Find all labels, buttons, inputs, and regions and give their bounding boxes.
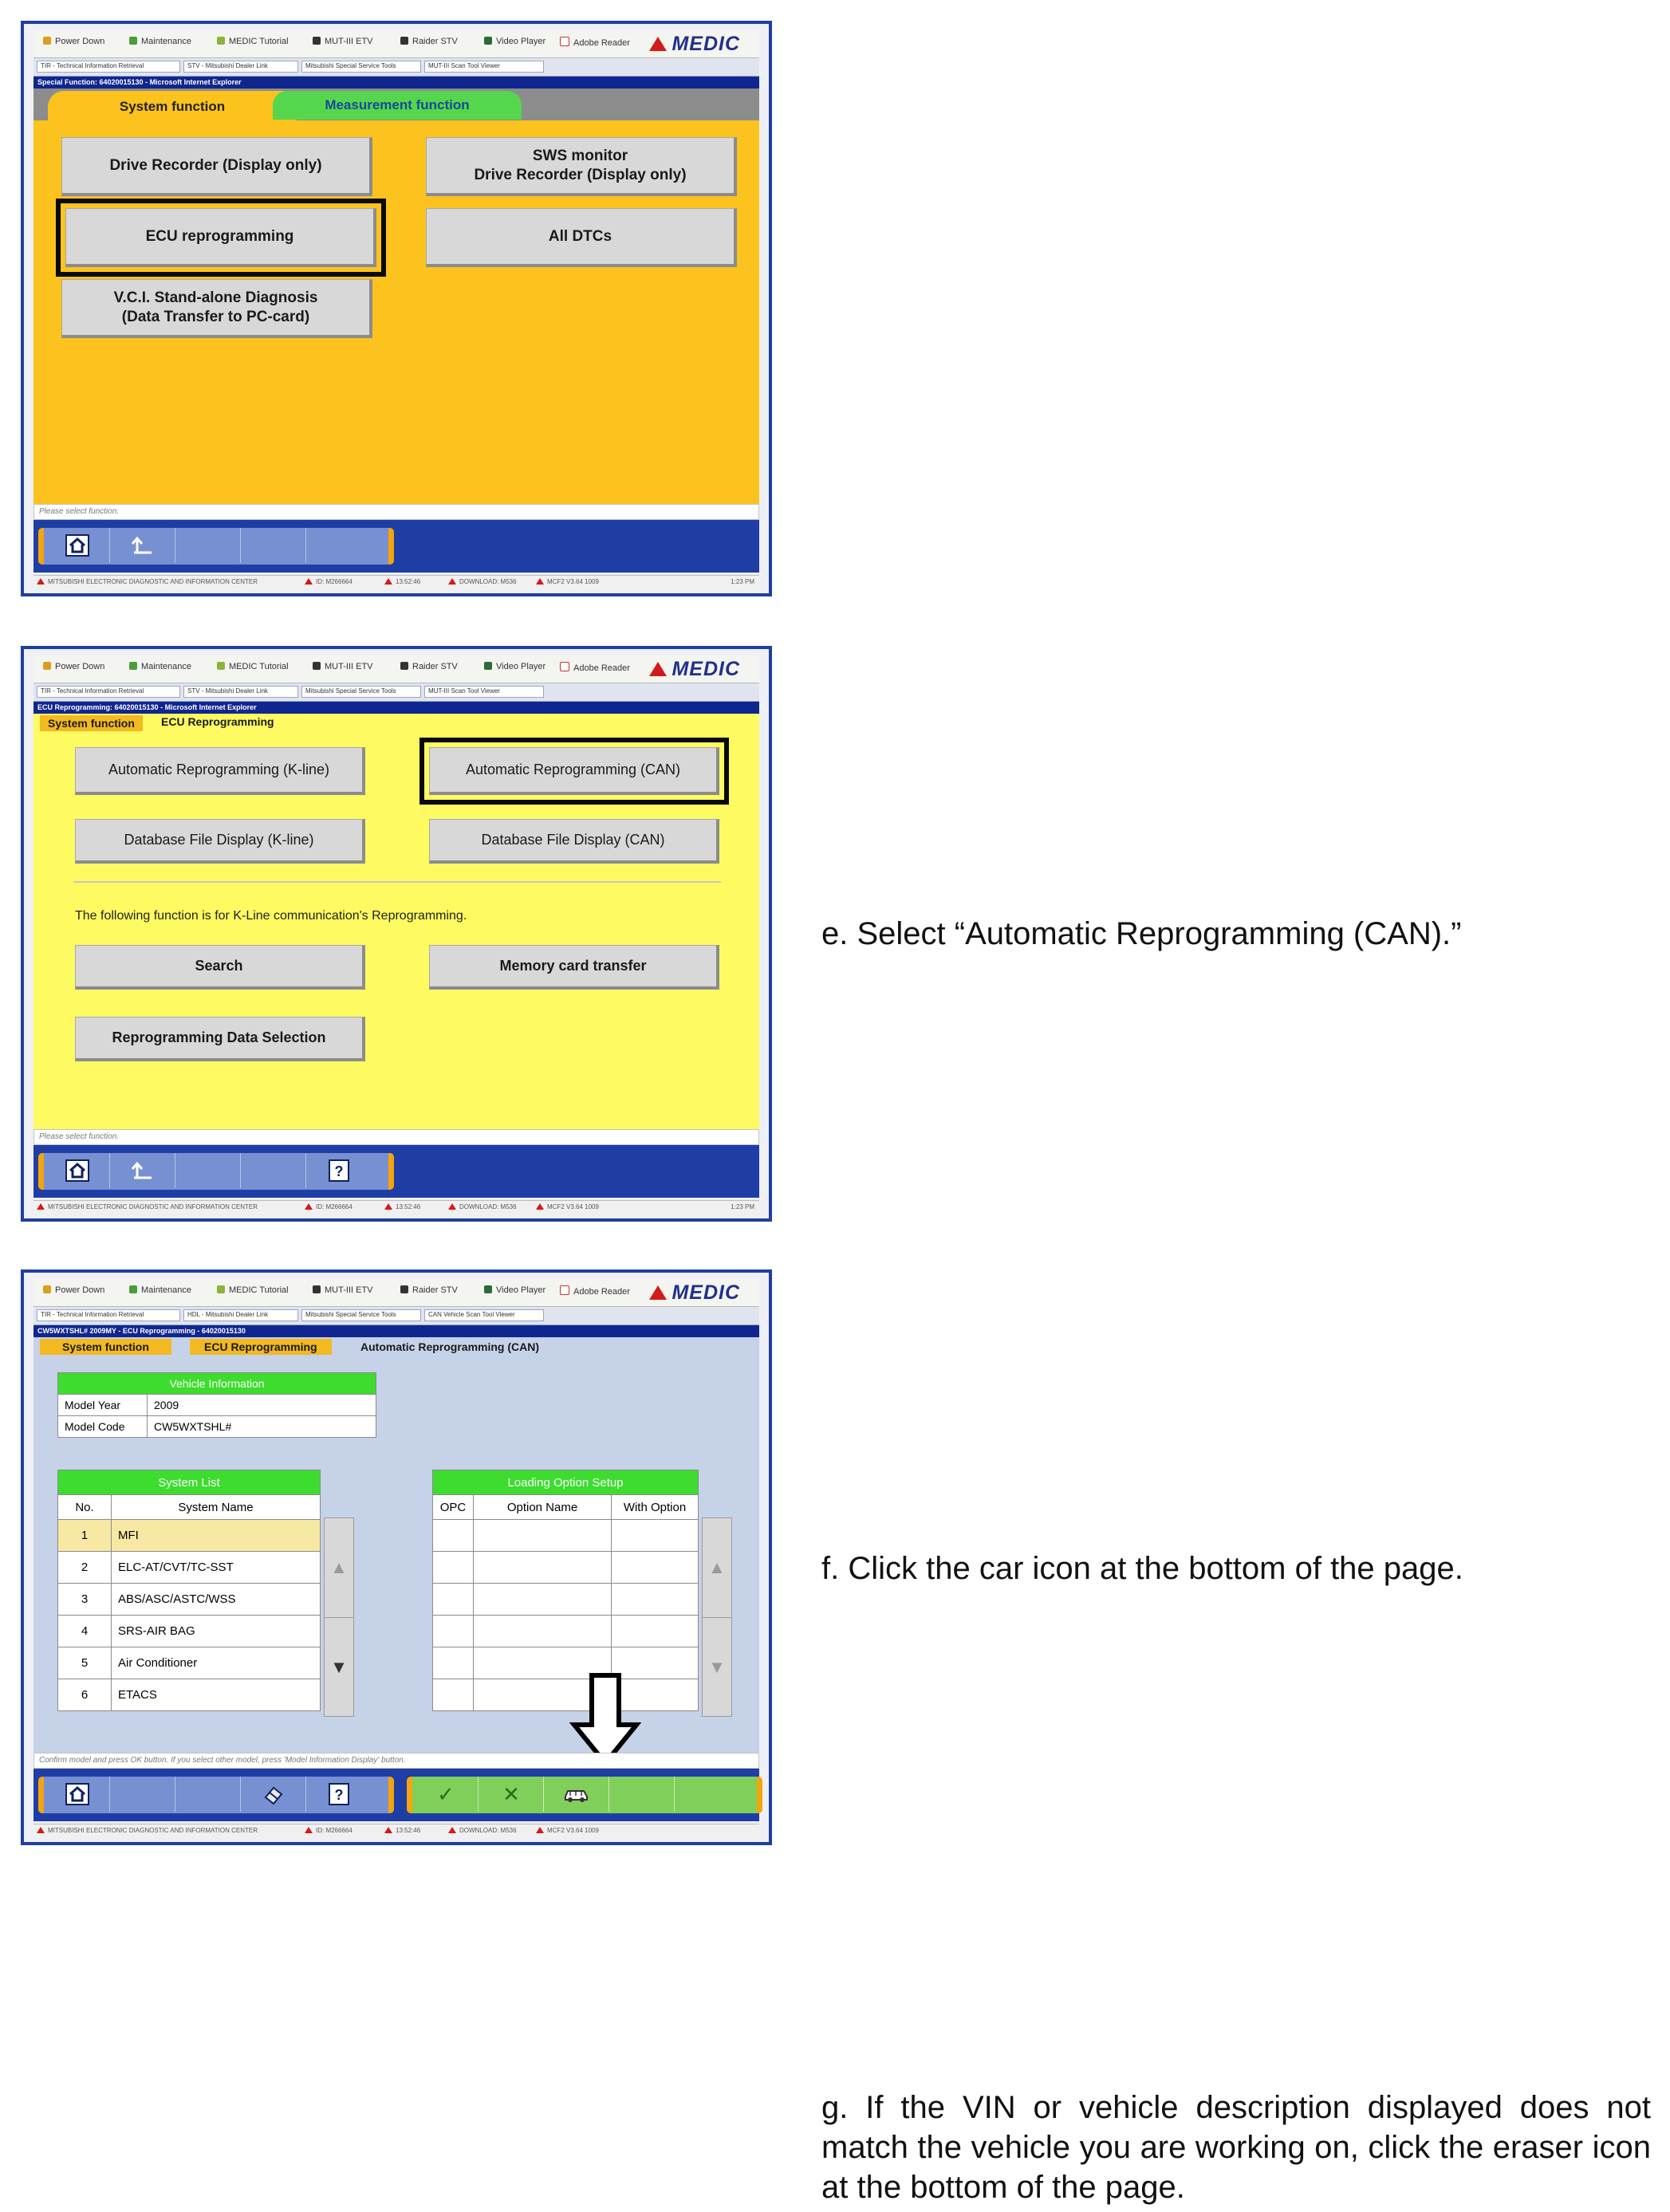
scroll-up-icon[interactable]: ▲ [325,1518,353,1618]
taskbar-entry[interactable] [37,1827,258,1834]
home-icon [65,1159,89,1182]
taskbar-label: MCF2 V3.64 1009 [547,1203,599,1210]
empty-nav-button[interactable] [111,1777,175,1812]
brand: MEDIC [672,33,740,55]
cross-icon: ✕ [502,1781,520,1806]
toolbar-label: Adobe Reader [573,38,630,48]
table-row[interactable] [58,1584,321,1616]
taskbar-entry[interactable] [305,1203,353,1210]
raider-stv-button[interactable] [400,1285,458,1295]
medic-logo [649,33,740,56]
browser-tabs [33,58,759,77]
mitsubishi-logo-icon [649,662,667,676]
taskbar-label: MITSUBISHI ELECTRONIC DIAGNOSTIC AND INFORMATION CENTER [48,1827,258,1834]
column-header: OPC [433,1495,474,1520]
table-row[interactable] [58,1552,321,1584]
row-no: 6 [58,1679,112,1711]
taskbar [33,1824,759,1839]
medic-tutorial-button[interactable] [217,1285,289,1295]
sws-monitor-button[interactable]: SWS monitor Drive Recorder (Display only) [426,137,737,196]
taskbar-entry[interactable] [305,1827,353,1834]
taskbar-label: MITSUBISHI ELECTRONIC DIAGNOSTIC AND INFORMATION CENTER [48,1203,258,1210]
brand: MEDIC [672,1281,740,1304]
eraser-icon [262,1783,285,1805]
adobe-reader-button[interactable] [560,1285,630,1297]
taskbar-label: MCF2 V3.64 1009 [547,578,599,585]
maintenance-button[interactable] [129,37,191,46]
taskbar-entry[interactable] [37,1203,258,1210]
row-no: 3 [58,1584,112,1616]
vehicle-info-header: Vehicle Information [58,1373,376,1395]
toolbar-label: MUT-III ETV [325,1285,373,1295]
nav-group [38,1153,394,1190]
row-no: 4 [58,1616,112,1647]
toolbar-label: Power Down [55,37,105,46]
search-button[interactable]: Search [75,945,365,990]
drive-recorder-button[interactable]: Drive Recorder (Display only) [61,137,372,196]
car-button[interactable] [545,1777,609,1812]
divider [73,881,721,883]
taskbar-entry[interactable] [536,1203,599,1210]
toolbar-label: MUT-III ETV [325,37,373,46]
browser-tab[interactable]: STV - Mitsubishi Dealer Link [183,686,298,698]
taskbar-entry[interactable] [448,1827,517,1834]
auto-reprogramming-kline-button[interactable]: Automatic Reprogramming (K-line) [75,747,365,795]
screenshot-system-function [21,21,772,596]
column-header: No. [58,1495,112,1520]
column-header: Option Name [474,1495,612,1520]
table-row[interactable] [433,1552,699,1584]
loading-option-header: Loading Option Setup [433,1470,699,1495]
browser-tab[interactable]: TIR - Technical Information Retrieval [37,61,180,73]
nav-group [38,1777,394,1813]
taskbar-label: DOWNLOAD: M536 [459,1203,517,1210]
toolbar-label: Video Player [496,37,546,46]
taskbar-entry[interactable] [448,578,517,585]
taskbar-entry[interactable] [305,578,353,585]
status-message: Please select function. [33,1129,759,1145]
power-down-button[interactable] [43,37,104,46]
vehicle-info-table [57,1372,376,1438]
loading-option-scrollbar[interactable] [702,1517,732,1717]
table-row[interactable] [433,1647,699,1679]
caption-step-e: e. Select “Automatic Reprogramming (CAN).” [821,916,1462,951]
taskbar-entry[interactable] [37,578,258,585]
home-button[interactable] [45,1777,110,1812]
table-row[interactable] [433,1616,699,1647]
taskbar-entry[interactable] [536,578,599,585]
database-file-can-button[interactable]: Database File Display (CAN) [429,819,719,864]
empty-action-button[interactable] [675,1777,739,1812]
bottom-nav [33,1145,759,1198]
clock: 1:23 PM [731,1203,754,1210]
action-group [407,1777,762,1813]
taskbar [33,1200,759,1215]
help-icon [329,1159,349,1182]
adobe-reader-button[interactable] [560,662,630,673]
ok-button[interactable] [414,1777,479,1812]
empty-nav-button[interactable] [242,528,306,563]
empty-nav-button[interactable] [307,528,371,563]
help-button[interactable] [307,1777,371,1812]
home-button[interactable] [45,528,110,563]
mut-etv-button[interactable] [313,1285,373,1295]
table-row[interactable] [58,1520,321,1552]
taskbar-entry[interactable] [536,1827,599,1834]
eraser-button[interactable] [242,1777,306,1812]
breadcrumb [33,1337,759,1356]
vehicle-info-label: Model Code [58,1416,148,1438]
row-system-name: ELC-AT/CVT/TC-SST [112,1552,321,1584]
toolbar-label: Power Down [55,662,105,671]
home-icon [65,534,89,557]
auto-reprogramming-can-button[interactable]: Automatic Reprogramming (CAN) [429,747,719,795]
system-list-scrollbar[interactable] [324,1517,354,1717]
back-button[interactable] [111,528,175,563]
medic-logo [649,1281,740,1305]
medic-toolbar [33,1279,759,1307]
toolbar-label: Raider STV [412,662,458,671]
medic-toolbar [33,30,759,58]
clock: 1:23 PM [731,578,754,585]
browser-tab[interactable]: Mitsubishi Special Service Tools [301,686,421,698]
taskbar-entry[interactable] [384,1203,420,1210]
toolbar-label: Adobe Reader [573,663,630,673]
breadcrumb-system-function[interactable]: System function [40,1339,171,1355]
screenshot-ecu-reprogramming [21,646,772,1222]
checkmark-icon: ✓ [437,1781,455,1806]
toolbar-label: Video Player [496,1285,546,1295]
row-no: 1 [58,1520,112,1552]
cancel-button[interactable] [479,1777,544,1812]
browser-tab[interactable]: TIR - Technical Information Retrieval [37,1309,180,1321]
system-list-header: System List [58,1470,321,1495]
content-area [33,714,759,1129]
taskbar [33,575,759,590]
breadcrumb-ecu-reprogramming[interactable]: ECU Reprogramming [190,1339,332,1355]
taskbar-label: 13:52:46 [396,578,421,585]
toolbar-label: Maintenance [141,662,191,671]
column-header: With Option [612,1495,699,1520]
home-icon [65,1783,89,1805]
table-row[interactable] [58,1647,321,1679]
medic-tutorial-button[interactable] [217,37,289,46]
browser-tab[interactable]: MUT-III Scan Tool Viewer [424,61,544,73]
scroll-up-icon[interactable]: ▲ [703,1518,731,1618]
window-title: Special Function: 64020015130 - Microsoft Internet Explorer [33,77,759,89]
vehicle-info-value: 2009 [148,1395,376,1416]
toolbar-label: Maintenance [141,1285,191,1295]
row-no: 2 [58,1552,112,1584]
medic-logo [649,658,740,681]
toolbar-label: Adobe Reader [573,1287,630,1297]
taskbar-entry[interactable] [384,578,420,585]
screenshot-automatic-reprogramming-can [21,1269,772,1845]
system-list-table [57,1470,321,1711]
mut-etv-button[interactable] [313,37,373,46]
browser-tab[interactable]: TIR - Technical Information Retrieval [37,686,180,698]
row-system-name: ETACS [112,1679,321,1711]
mitsubishi-logo-icon [649,1285,667,1300]
toolbar-label: MEDIC Tutorial [229,662,289,671]
taskbar-entry[interactable] [448,1203,517,1210]
content-area [33,1337,759,1753]
browser-tabs [33,1307,759,1325]
kline-note: The following function is for K-Line communication's Reprogramming. [75,909,467,923]
home-button[interactable] [45,1153,110,1188]
browser-tab[interactable]: HDL - Mitsubishi Dealer Link [183,1309,298,1321]
taskbar-label: MITSUBISHI ELECTRONIC DIAGNOSTIC AND INFORMATION CENTER [48,578,258,585]
column-header: System Name [112,1495,321,1520]
maintenance-button[interactable] [129,662,191,671]
vci-standalone-button[interactable]: V.C.I. Stand-alone Diagnosis (Data Transfer to PC-card) [61,279,372,338]
content-area [33,89,759,504]
table-row[interactable] [433,1679,699,1711]
toolbar-label: MEDIC Tutorial [229,37,289,46]
row-system-name: SRS-AIR BAG [112,1616,321,1647]
back-arrow-icon [131,535,155,556]
table-row[interactable] [433,1520,699,1552]
video-player-button[interactable] [484,1285,546,1295]
video-player-button[interactable] [484,37,546,46]
taskbar-label: ID: M266664 [316,578,353,585]
taskbar-label: DOWNLOAD: M536 [459,1827,517,1834]
back-arrow-icon [131,1160,155,1181]
medic-toolbar [33,655,759,683]
back-button[interactable] [111,1153,175,1188]
taskbar-label: 13:52:46 [396,1203,421,1210]
all-dtcs-button[interactable]: All DTCs [426,208,737,267]
toolbar-label: Raider STV [412,37,458,46]
help-icon [329,1783,349,1805]
scroll-down-icon[interactable]: ▼ [708,1657,726,1677]
table-row[interactable] [58,1616,321,1647]
taskbar-label: ID: M266664 [316,1203,353,1210]
taskbar-label: MCF2 V3.64 1009 [547,1827,599,1834]
loading-option-table [432,1470,699,1711]
toolbar-label: Video Player [496,662,546,671]
caption-step-g: g. If the VIN or vehicle description displayed does not match the vehicle you are working on, click the eraser icon at the bottom of the page. [821,2090,1651,2205]
browser-tabs [33,683,759,702]
help-button[interactable] [307,1153,371,1188]
nav-group [38,528,394,565]
breadcrumb [33,714,759,733]
vehicle-info-value: CW5WXTSHL# [148,1416,376,1438]
window-title: CW5WXTSHL# 2009MY - ECU Reprogramming - 64020015130 [33,1325,759,1337]
breadcrumb-automatic-reprogramming-can: Automatic Reprogramming (CAN) [360,1340,540,1353]
browser-tab[interactable]: MUT-III Scan Tool Viewer [424,686,544,698]
toolbar-label: Power Down [55,1285,105,1295]
empty-action-button[interactable] [610,1777,675,1812]
maintenance-button[interactable] [129,1285,191,1295]
table-row[interactable] [433,1584,699,1616]
row-system-name: Air Conditioner [112,1647,321,1679]
adobe-reader-button[interactable] [560,37,630,48]
browser-tab[interactable]: Mitsubishi Special Service Tools [301,1309,421,1321]
reprogramming-data-selection-button[interactable]: Reprogramming Data Selection [75,1017,365,1061]
video-player-button[interactable] [484,662,546,671]
power-down-button[interactable] [43,662,104,671]
toolbar-label: Maintenance [141,37,191,46]
ecu-reprogramming-button[interactable]: ECU reprogramming [65,208,376,267]
svg-text:?: ? [334,1163,344,1179]
database-file-kline-button[interactable]: Database File Display (K-line) [75,819,365,864]
taskbar-label: DOWNLOAD: M536 [459,578,517,585]
bottom-nav [33,520,759,573]
vehicle-info-label: Model Year [58,1395,148,1416]
empty-nav-button[interactable] [176,1777,241,1812]
row-system-name: MFI [112,1520,321,1552]
taskbar-entry[interactable] [384,1827,420,1834]
browser-tab[interactable]: CAN Vehicle Scan Tool Viewer [424,1309,544,1321]
empty-nav-button[interactable] [242,1153,306,1188]
breadcrumb-system-function[interactable]: System function [40,715,143,731]
caption-step-f: f. Click the car icon at the bottom of the page. [821,1551,1463,1586]
taskbar-label: 13:52:46 [396,1827,421,1834]
tab-system-function[interactable]: System function [48,91,297,123]
toolbar-label: Raider STV [412,1285,458,1295]
mut-etv-button[interactable] [313,662,373,671]
brand: MEDIC [672,658,740,680]
medic-tutorial-button[interactable] [217,662,289,671]
bottom-nav [33,1769,759,1821]
status-message: Please select function. [33,504,759,520]
browser-tab[interactable]: STV - Mitsubishi Dealer Link [183,61,298,73]
table-row[interactable] [58,1679,321,1711]
toolbar-label: MUT-III ETV [325,662,373,671]
empty-nav-button[interactable] [176,528,241,563]
svg-text:?: ? [334,1787,344,1803]
status-message: Confirm model and press OK button. If you select other model, press 'Model Information Display' button. [33,1753,759,1769]
car-icon [563,1785,590,1803]
toolbar-label: MEDIC Tutorial [229,1285,289,1295]
raider-stv-button[interactable] [400,662,458,671]
empty-nav-button[interactable] [176,1153,241,1188]
memory-card-transfer-button[interactable]: Memory card transfer [429,945,719,990]
window-title: ECU Reprogramming: 64020015130 - Microsoft Internet Explorer [33,702,759,714]
scroll-down-icon[interactable]: ▼ [330,1657,348,1677]
row-no: 5 [58,1647,112,1679]
mitsubishi-logo-icon [649,37,667,51]
breadcrumb-ecu-reprogramming: ECU Reprogramming [161,715,274,728]
tab-measurement-function[interactable]: Measurement function [273,91,522,120]
power-down-button[interactable] [43,1285,104,1295]
browser-tab[interactable]: Mitsubishi Special Service Tools [301,61,421,73]
taskbar-label: ID: M266664 [316,1827,353,1834]
row-system-name: ABS/ASC/ASTC/WSS [112,1584,321,1616]
raider-stv-button[interactable] [400,37,458,46]
